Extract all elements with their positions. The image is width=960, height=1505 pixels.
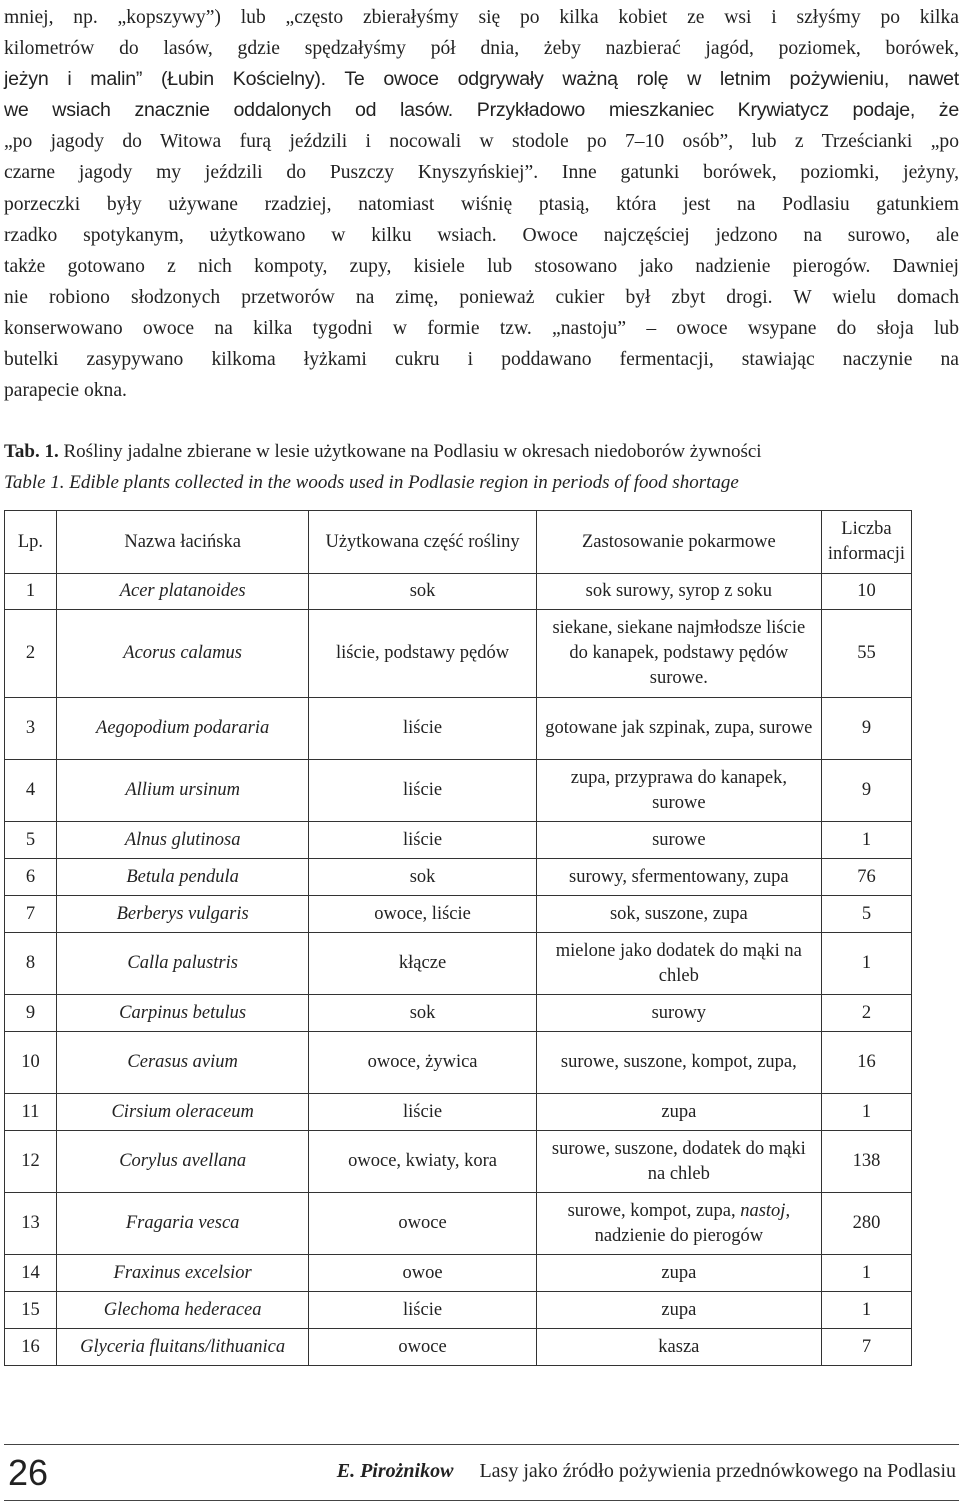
cell-count: 1 [821,1255,911,1292]
cell-latin-name: Aegopodium podararia [56,698,308,760]
cell-latin-name: Fragaria vesca [56,1193,308,1255]
table-row [5,760,912,822]
cell-count: 10 [821,574,911,610]
cell-food-use [536,1193,821,1255]
footer-title: Lasy jako źródło pożywienia przednówkowego na Podlasiu [479,1460,956,1482]
cell-count: 1 [821,1292,911,1329]
cell-food-use: zupa [536,1255,821,1292]
cell-lp: 11 [5,1094,57,1131]
header-lp: Lp. [5,511,57,574]
cell-food-use: zupa [536,1094,821,1131]
cell-count: 55 [821,610,911,698]
paragraph-line: butelki zasypywano kilkoma łyżkami cukru i poddawano fermentacji, stawiając naczynie na [4,349,959,371]
cell-lp: 10 [5,1032,57,1094]
cell-latin-name: Corylus avellana [56,1131,308,1193]
cell-food-use: sok surowy, syrop z soku [536,574,821,610]
cell-count: 76 [821,859,911,896]
cell-plant-part: owoce, kwiaty, kora [309,1131,536,1193]
cell-food-use: gotowane jak szpinak, zupa, surowe [536,698,821,760]
paragraph-line: we wsiach znacznie oddalonych od lasów. Przykładowo mieszkaniec Krywiatycz podaje, że [4,99,959,122]
cell-latin-name: Allium ursinum [56,760,308,822]
header-plant-part: Użytkowana część rośliny [309,511,536,574]
cell-latin-name: Betula pendula [56,859,308,896]
table-row [5,1032,912,1094]
cell-food-use: surowe, suszone, kompot, zupa, [536,1032,821,1094]
paragraph-line: rzadko spotykanym, użytkowano w kilku wsiach. Owoce najczęściej jedzono na surowo, ale [4,224,959,246]
paragraph-line: porzeczki były używane rzadziej, natomiast wiśnię ptasią, która jest na Podlasiu gatunkiem [4,193,959,215]
paragraph-line: także gotowano z nich kompoty, zupy, kisiele lub stosowano jako nadzienie pierogów. Dawniej [4,255,959,277]
table-caption-polish [4,441,762,463]
cell-count: 16 [821,1032,911,1094]
table-row [5,610,912,698]
cell-lp: 4 [5,760,57,822]
cell-food-use: surowe, suszone, dodatek do mąki na chleb [536,1131,821,1193]
cell-latin-name: Cirsium oleraceum [56,1094,308,1131]
cell-lp: 2 [5,610,57,698]
cell-lp: 14 [5,1255,57,1292]
paragraph-line: jeżyn i malin” (Łubin Kościelny). Te owoce odgrywały ważną rolę w letnim pożywieniu, nawet [4,68,959,91]
cell-latin-name: Fraxinus excelsior [56,1255,308,1292]
table-row [5,995,912,1032]
cell-lp: 6 [5,859,57,896]
cell-food-use: surowy [536,995,821,1032]
cell-lp: 3 [5,698,57,760]
cell-count: 280 [821,1193,911,1255]
cell-count: 1 [821,822,911,859]
cell-plant-part: owoce, liście [309,896,536,933]
cell-lp: 13 [5,1193,57,1255]
cell-plant-part: owoce [309,1193,536,1255]
header-food-use: Zastosowanie pokarmowe [536,511,821,574]
cell-plant-part: sok [309,995,536,1032]
cell-count: 2 [821,995,911,1032]
cell-latin-name: Acer platanoides [56,574,308,610]
table-row [5,1292,912,1329]
cell-count: 1 [821,1094,911,1131]
food-use-text: , nadzienie do pierogów [594,1200,791,1246]
cell-count: 7 [821,1329,911,1366]
cell-plant-part: sok [309,859,536,896]
cell-plant-part: owoce, żywica [309,1032,536,1094]
cell-food-use: surowe [536,822,821,859]
table-row [5,1094,912,1131]
paragraph-line: parapecie okna. [4,380,127,402]
body-paragraph [4,2,959,406]
running-footer [337,1460,956,1483]
food-use-italic-term: nastoj [740,1200,786,1221]
cell-latin-name: Carpinus betulus [56,995,308,1032]
cell-latin-name: Berberys vulgaris [56,896,308,933]
footer-divider [4,1444,959,1445]
table-row [5,1193,912,1255]
cell-food-use: siekane, siekane najmłodsze liście do kanapek, podstawy pędów surowe. [536,610,821,698]
cell-plant-part: liście, podstawy pędów [309,610,536,698]
cell-latin-name: Calla palustris [56,933,308,995]
paragraph-line: czarne jagody my jeździli do Puszczy Knyszyńskiej”. Inne gatunki borówek, poziomki, jeżyny, [4,162,959,184]
paragraph-line: kilometrów do lasów, gdzie spędzałyśmy pół dnia, żeby nazbierać jagód, poziomek, borówek, [4,38,959,60]
table-row [5,698,912,760]
cell-food-use: mielone jako dodatek do mąki na chleb [536,933,821,995]
page-number: 26 [8,1452,49,1493]
footer-author: E. Pirożnikow [336,1460,454,1482]
cell-count: 138 [821,1131,911,1193]
table-row [5,1329,912,1366]
cell-food-use: sok, suszone, zupa [536,896,821,933]
cell-plant-part: liście [309,698,536,760]
paragraph-line: „po jagody do Witowa furą jeździli i nocowali w stodole po 7–10 osób”, lub z Trześcianki „po [4,131,959,153]
cell-latin-name: Cerasus avium [56,1032,308,1094]
cell-food-use: surowy, sfermentowany, zupa [536,859,821,896]
plants-table [4,510,912,1366]
cell-plant-part: sok [309,574,536,610]
cell-food-use: kasza [536,1329,821,1366]
cell-food-use: zupa, przyprawa do kanapek, surowe [536,760,821,822]
table-row [5,896,912,933]
table-row [5,859,912,896]
food-use-text: surowe, kompot, zupa, [567,1200,741,1221]
cell-plant-part: liście [309,1292,536,1329]
cell-latin-name: Glechoma hederacea [56,1292,308,1329]
cell-lp: 15 [5,1292,57,1329]
footer-bottom-divider [4,1500,959,1501]
cell-latin-name: Glyceria fluitans/lithuanica [56,1329,308,1366]
cell-count: 1 [821,933,911,995]
table-row [5,1131,912,1193]
cell-lp: 7 [5,896,57,933]
cell-plant-part: kłącze [309,933,536,995]
cell-lp: 1 [5,574,57,610]
cell-latin-name: Acorus calamus [56,610,308,698]
cell-plant-part: owoce [309,1329,536,1366]
cell-count: 9 [821,760,911,822]
cell-count: 5 [821,896,911,933]
cell-plant-part: liście [309,760,536,822]
paragraph-line: mniej, np. „kopszywy”) lub „często zbierałyśmy się po kilka kobiet ze wsi i szłyśmy po kilka [4,7,959,28]
table-row [5,822,912,859]
table-row [5,933,912,995]
table-caption-text: Rośliny jadalne zbierane w lesie użytkowane na Podlasiu w okresach niedoborów żywności [58,441,762,462]
cell-lp: 16 [5,1329,57,1366]
table-header-row [5,511,912,574]
table-caption-english: Table 1. Edible plants collected in the woods used in Podlasie region in periods of food shortage [4,472,739,493]
cell-latin-name: Alnus glutinosa [56,822,308,859]
header-latin-name: Nazwa łacińska [56,511,308,574]
cell-food-use: zupa [536,1292,821,1329]
table-row [5,1255,912,1292]
cell-plant-part: owoe [309,1255,536,1292]
header-count: Liczba informacji [821,511,911,574]
cell-count: 9 [821,698,911,760]
cell-lp: 5 [5,822,57,859]
cell-plant-part: liście [309,1094,536,1131]
table-row [5,574,912,610]
cell-lp: 9 [5,995,57,1032]
cell-lp: 8 [5,933,57,995]
paragraph-line: nie robiono słodzonych przetworów na zimę, ponieważ cukier był zbyt drogi. W wielu domach [4,286,959,308]
cell-plant-part: liście [309,822,536,859]
cell-lp: 12 [5,1131,57,1193]
table-caption-label: Tab. 1. [4,441,59,462]
paragraph-line: konserwowano owoce na kilka tygodni w formie tzw. „nastoju” – owoce wsypane do słoja lub [4,317,959,339]
